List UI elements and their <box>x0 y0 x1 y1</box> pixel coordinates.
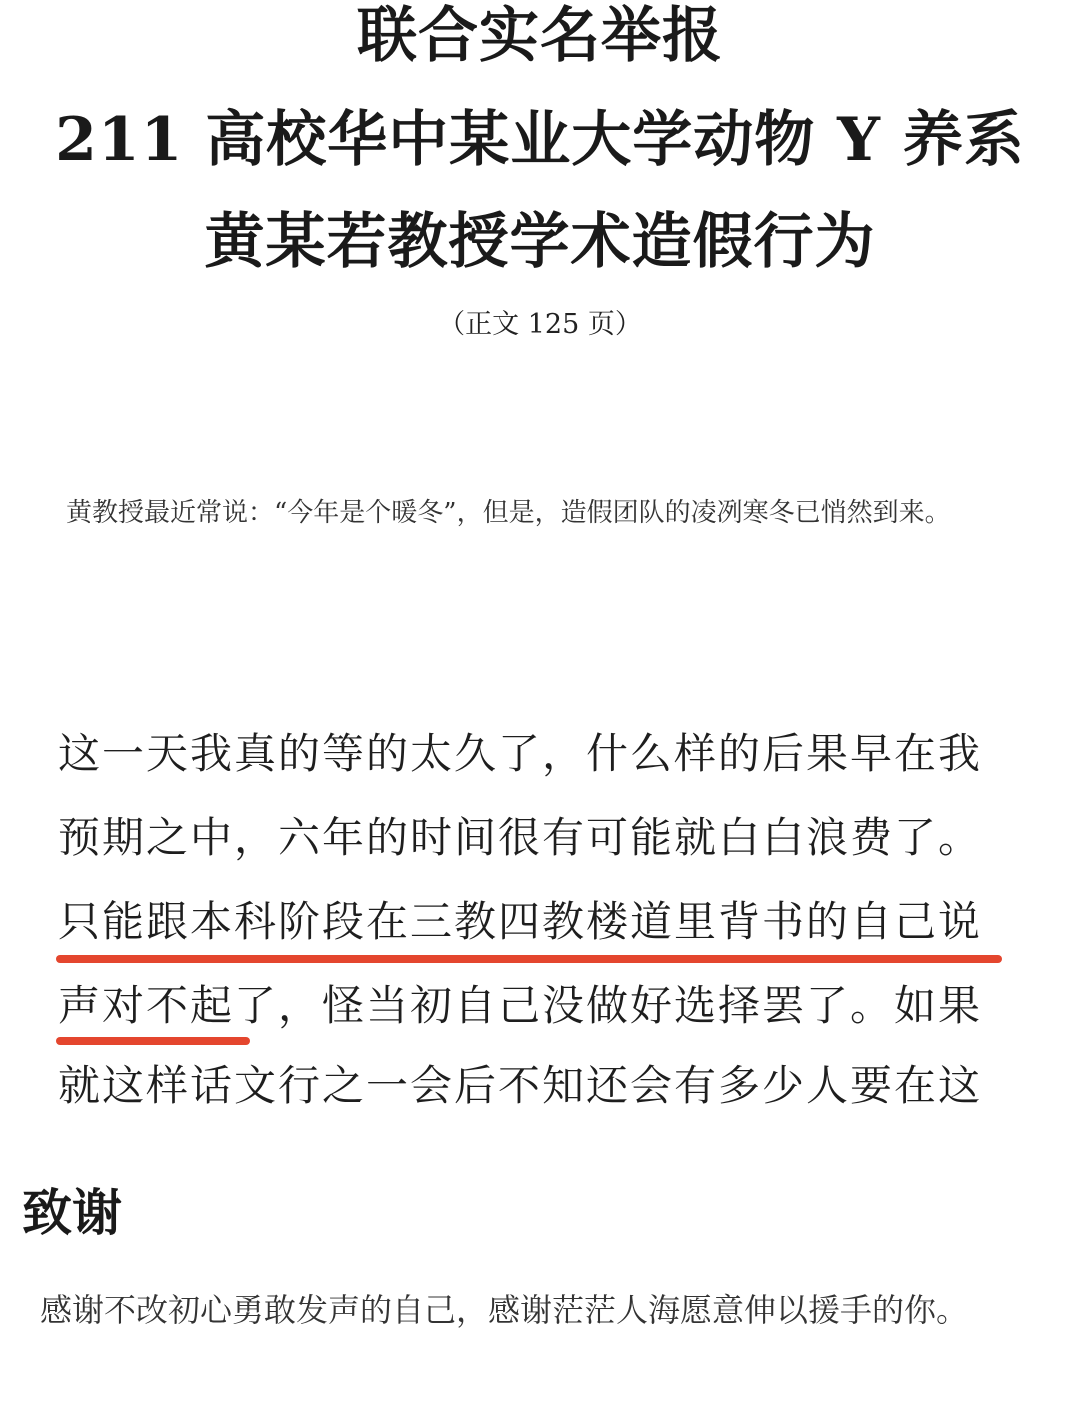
report-title-line-1: 联合实名举报 <box>357 1 723 71</box>
red-underline-mark <box>56 1037 250 1045</box>
report-title-line-3: 黄某若教授学术造假行为 <box>204 207 876 277</box>
excerpt-line: 声对不起了，怪当初自己没做好选择罢了。如果 <box>58 981 983 1030</box>
excerpt-line-cut-off: 就这样话文行之一会后不知还会有多少人要在这 <box>58 1061 983 1110</box>
acknowledgement-text: 感谢不改初心勇敢发声的自己，感谢茫茫人海愿意伸以援手的你。 <box>40 1291 969 1329</box>
report-title-line-2: 211 高校华中某业大学动物 Y 养系 <box>55 105 1025 175</box>
excerpt-line: 这一天我真的等的太久了，什么样的后果早在我 <box>58 729 983 778</box>
acknowledgement-heading: 致谢 <box>22 1184 122 1242</box>
epigraph-quote: 黄教授最近常说：“今年是个暖冬”，但是，造假团队的凌冽寒冬已悄然到来。 <box>66 498 951 528</box>
red-underline-mark <box>56 955 1002 963</box>
excerpt-line-highlighted: 只能跟本科阶段在三教四教楼道里背书的自己说 <box>58 897 983 946</box>
excerpt-line: 预期之中，六年的时间很有可能就白白浪费了。 <box>58 813 983 862</box>
page-count-note: （正文 125 页） <box>438 309 642 340</box>
excerpt-block <box>0 706 1080 1110</box>
